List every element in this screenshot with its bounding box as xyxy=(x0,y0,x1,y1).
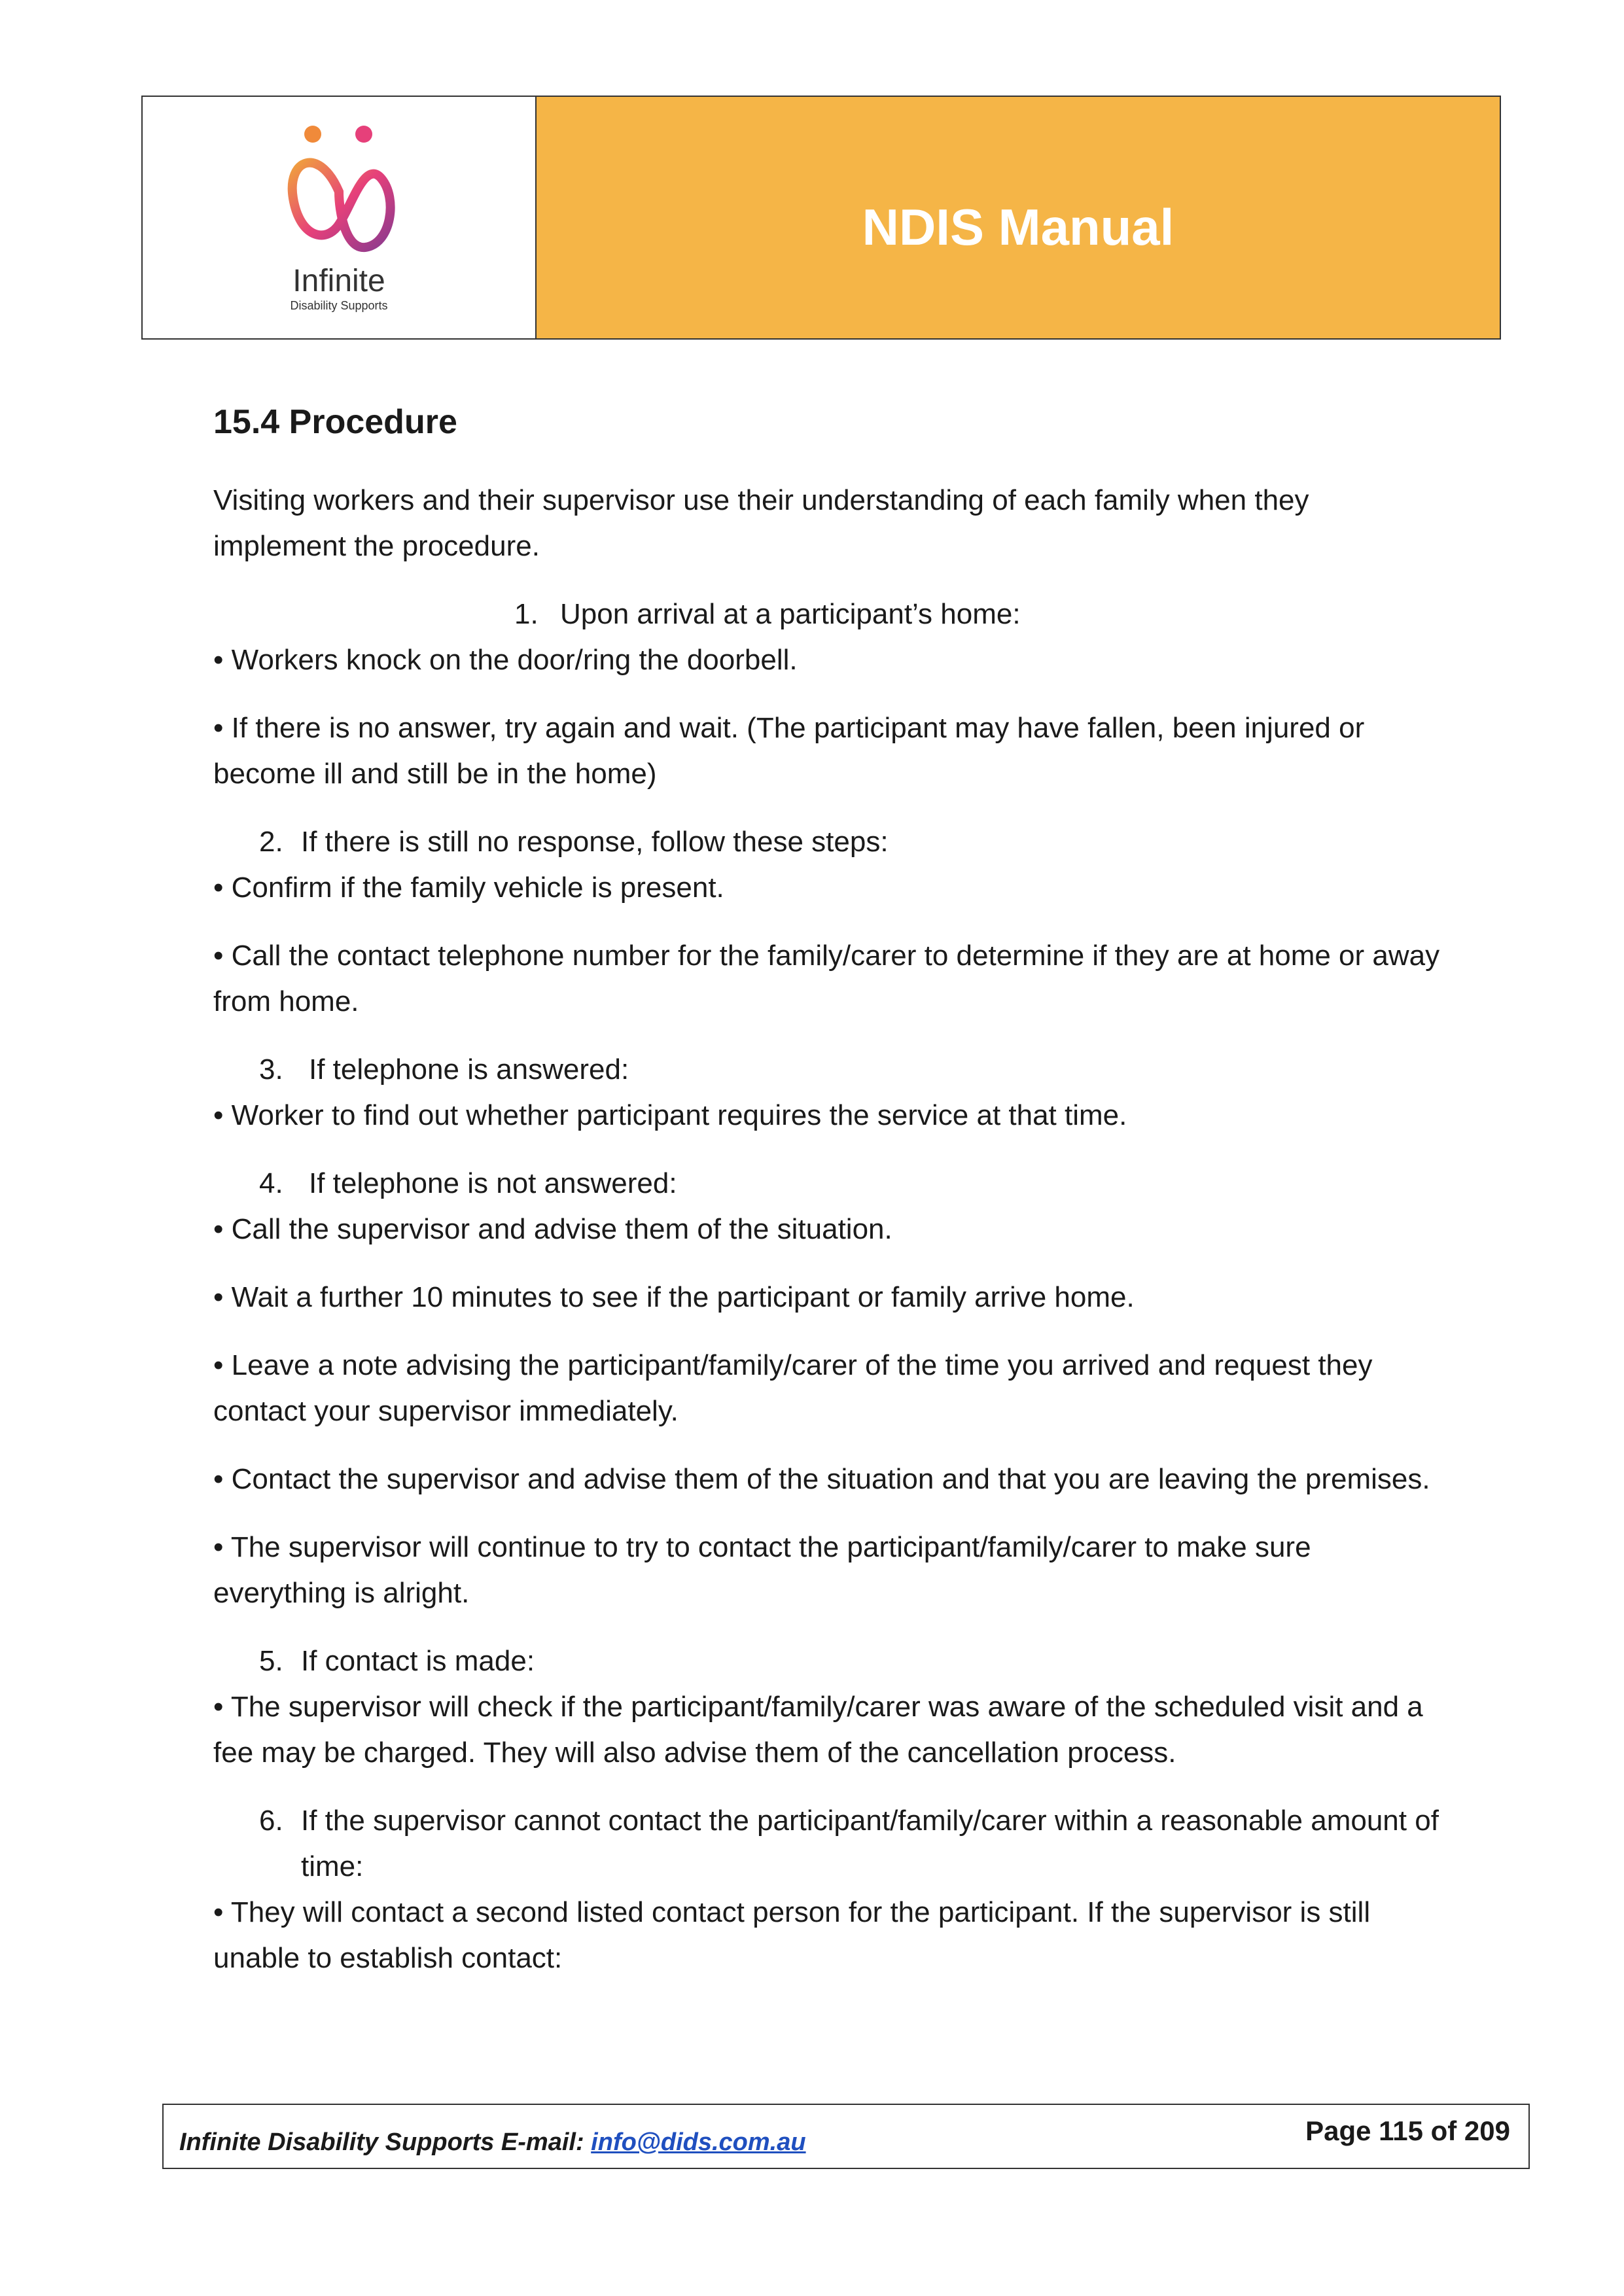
step-6 xyxy=(213,1798,1443,1890)
infinity-figure-icon xyxy=(292,162,391,247)
step-text: If telephone is answered: xyxy=(309,1053,629,1086)
logo-subtitle: Disability Supports xyxy=(290,298,388,312)
step-text: If telephone is not answered: xyxy=(309,1167,677,1199)
step-4 xyxy=(213,1161,1443,1207)
bullet-item: • Call the supervisor and advise them of the situation. xyxy=(213,1213,892,1245)
step-number: 6. xyxy=(259,1805,283,1837)
logo-word: Infinite xyxy=(292,263,385,298)
logo-head-right-icon xyxy=(355,126,372,143)
step-text: Upon arrival at a participant’s home: xyxy=(560,598,1021,630)
step-number: 3. xyxy=(259,1053,283,1086)
step-text: If there is still no response, follow these steps: xyxy=(301,826,889,858)
email-link[interactable]: info@dids.com.au xyxy=(591,2128,806,2156)
page-number: Page 115 of 209 xyxy=(1305,2115,1510,2146)
bullet-item: • They will contact a second listed contact person for the participant. If the supervisor is still unable to establish contact: xyxy=(213,1896,1371,1974)
step-text: If contact is made: xyxy=(301,1645,535,1677)
bullet-item: • Workers knock on the door/ring the doorbell. xyxy=(213,644,798,676)
bullet-item: • If there is no answer, try again and wait. (The participant may have fallen, been injured or become ill and still be in the home) xyxy=(213,712,1365,790)
step-5 xyxy=(213,1638,1443,1684)
page-footer xyxy=(162,2104,1530,2169)
bullet-item: • Wait a further 10 minutes to see if the participant or family arrive home. xyxy=(213,1281,1135,1313)
step-number: 2. xyxy=(259,826,283,858)
step-number: 5. xyxy=(259,1645,283,1677)
section-heading: 15.4 Procedure xyxy=(213,403,457,441)
step-2 xyxy=(213,819,1443,865)
footer-company: Infinite Disability Supports E-mail: xyxy=(179,2128,591,2156)
step-number: 1. xyxy=(514,598,538,630)
step-text: If the supervisor cannot contact the participant/family/carer within a reasonable amount of time: xyxy=(301,1805,1439,1882)
bullet-item: • Leave a note advising the participant/family/carer of the time you arrived and request they contact your supervisor immediately. xyxy=(213,1349,1373,1427)
bullet-item: • The supervisor will continue to try to contact the participant/family/carer to make sure everything is alright. xyxy=(213,1531,1311,1609)
footer-contact xyxy=(179,2128,806,2157)
bullet-item: • Call the contact telephone number for the family/carer to determine if they are at home or away from home. xyxy=(213,940,1440,1017)
company-logo xyxy=(274,120,404,316)
bullet-item: • Worker to find out whether participant requires the service at that time. xyxy=(213,1099,1127,1131)
logo-cell xyxy=(143,97,537,338)
document-title: NDIS Manual xyxy=(862,198,1174,256)
step-3 xyxy=(213,1047,1443,1093)
title-cell xyxy=(537,97,1500,338)
page-header xyxy=(141,96,1501,340)
step-number: 4. xyxy=(259,1167,283,1199)
bullet-item: • Confirm if the family vehicle is present. xyxy=(213,872,724,904)
page-content xyxy=(213,399,1443,1981)
logo-head-left-icon xyxy=(304,126,321,143)
step-1 xyxy=(213,592,1443,637)
intro-paragraph: Visiting workers and their supervisor use their understanding of each family when they implement the procedure. xyxy=(213,484,1309,562)
bullet-item: • Contact the supervisor and advise them of the situation and that you are leaving the premises. xyxy=(213,1463,1430,1495)
bullet-item: • The supervisor will check if the participant/family/carer was aware of the scheduled visit and a fee may be charged. They will also advise them of the cancellation process. xyxy=(213,1691,1423,1769)
